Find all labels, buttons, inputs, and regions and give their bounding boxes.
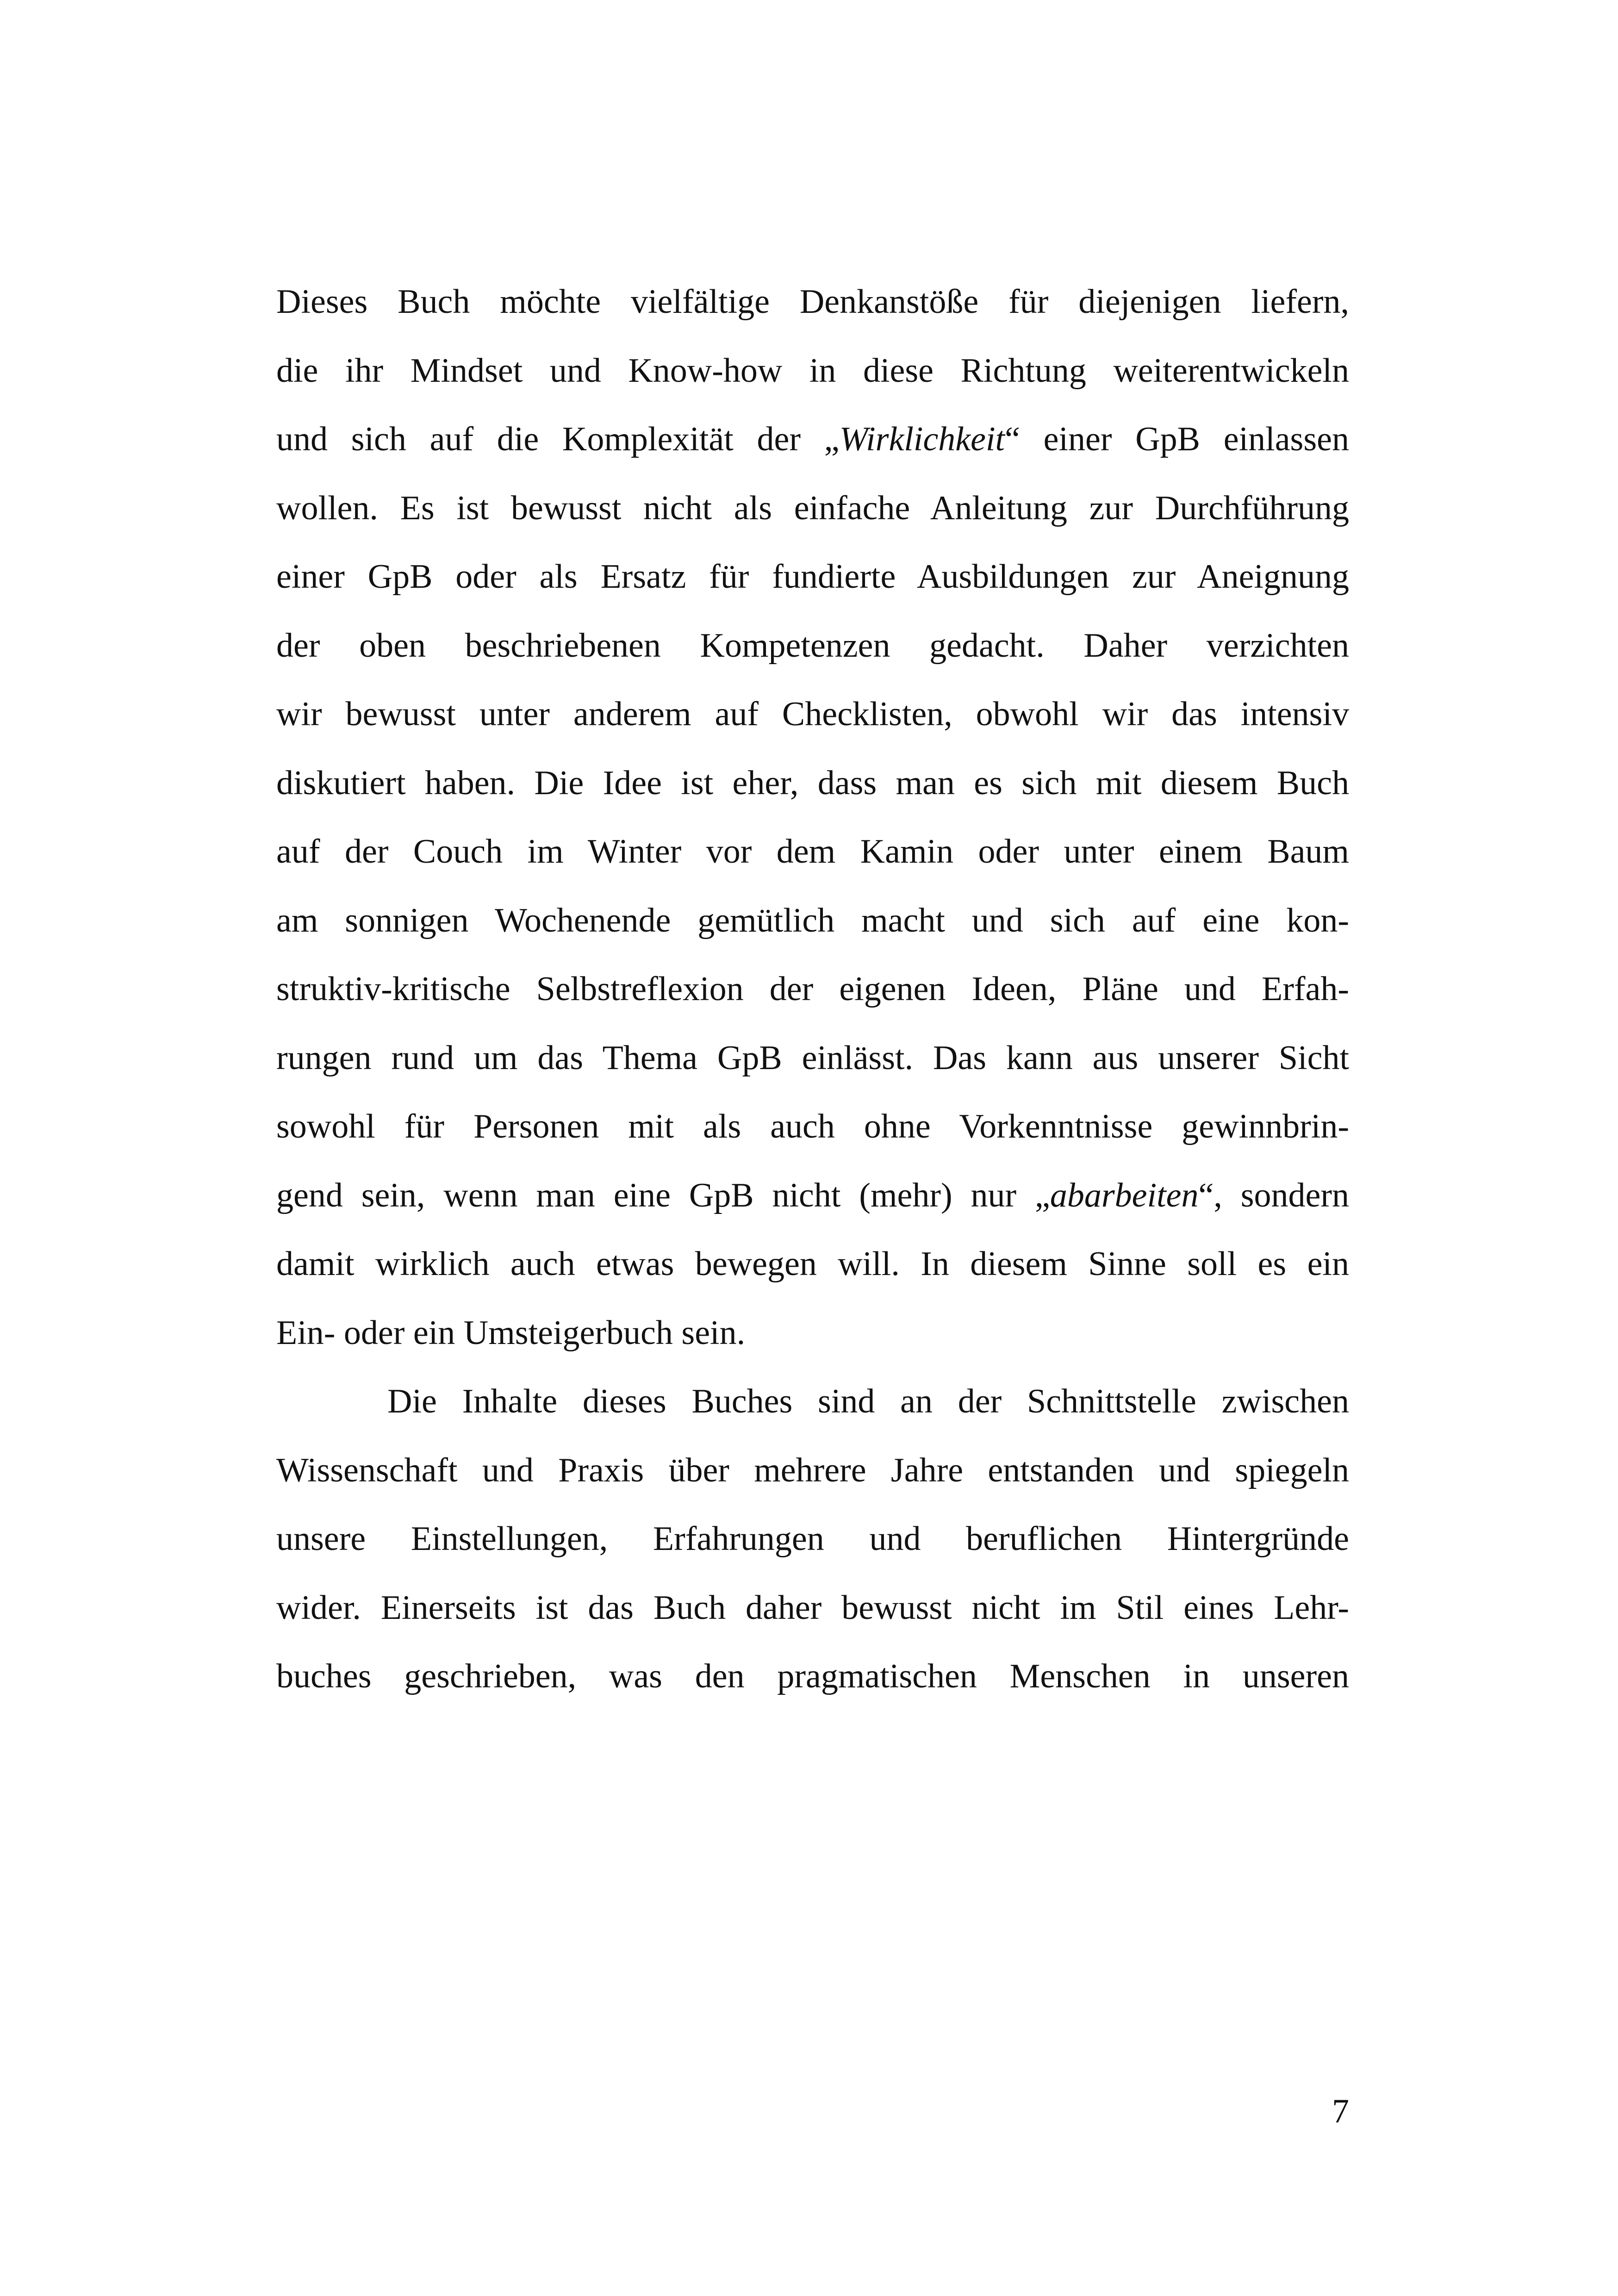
- text-line: rungen rund um das Thema GpB einlässt. Das kann aus unserer Sicht: [276, 1039, 1349, 1077]
- text-line: die ihr Mindset und Know-how in diese Richtung weiterentwickeln: [276, 351, 1349, 390]
- text-line: Ein- oder ein Umsteigerbuch sein.: [276, 1313, 746, 1352]
- text-line: am sonnigen Wochenende gemütlich macht und sich auf eine kon-: [276, 901, 1349, 940]
- text-line: und sich auf die Komplexität der „Wirklichkeit“ einer GpB einlassen: [276, 420, 1349, 458]
- text-line: der oben beschriebenen Kompetenzen gedacht. Daher verzichten: [276, 626, 1349, 665]
- emphasis: Wirklichkeit: [839, 420, 1005, 458]
- text-line: Die Inhalte dieses Buches sind an der Schnittstelle zwischen: [387, 1382, 1349, 1420]
- text-line: damit wirklich auch etwas bewegen will. In diesem Sinne soll es ein: [276, 1245, 1349, 1283]
- text-line: einer GpB oder als Ersatz für fundierte Ausbildungen zur Aneignung: [276, 558, 1349, 596]
- emphasis: abarbeiten: [1050, 1176, 1199, 1214]
- text-line: Dieses Buch möchte vielfältige Denkanstöße für diejenigen liefern,: [276, 283, 1349, 321]
- text-line: auf der Couch im Winter vor dem Kamin oder unter einem Baum: [276, 833, 1349, 871]
- page-number: 7: [1332, 2092, 1349, 2130]
- text-line: buches geschrieben, was den pragmatischen Menschen in unseren: [276, 1657, 1349, 1695]
- text-line: wollen. Es ist bewusst nicht als einfache Anleitung zur Durchführung: [276, 489, 1349, 527]
- text-line: struktiv-kritische Selbstreflexion der eigenen Ideen, Pläne und Erfah-: [276, 970, 1349, 1008]
- text-line: unsere Einstellungen, Erfahrungen und beruflichen Hintergründe: [276, 1520, 1349, 1558]
- paragraph: [276, 268, 1349, 1367]
- text-line: gend sein, wenn man eine GpB nicht (mehr) nur „abarbeiten“, sondern: [276, 1176, 1349, 1214]
- text-line: wir bewusst unter anderem auf Checklisten, obwohl wir das intensiv: [276, 695, 1349, 733]
- text-line: Wissenschaft und Praxis über mehrere Jahre entstanden und spiegeln: [276, 1451, 1349, 1489]
- text-line: diskutiert haben. Die Idee ist eher, dass man es sich mit diesem Buch: [276, 764, 1349, 802]
- text-line: wider. Einerseits ist das Buch daher bewusst nicht im Stil eines Lehr-: [276, 1588, 1349, 1627]
- body-text: [276, 268, 1349, 1711]
- text-line: sowohl für Personen mit als auch ohne Vorkenntnisse gewinnbrin-: [276, 1108, 1349, 1145]
- paragraph: [276, 1367, 1349, 1711]
